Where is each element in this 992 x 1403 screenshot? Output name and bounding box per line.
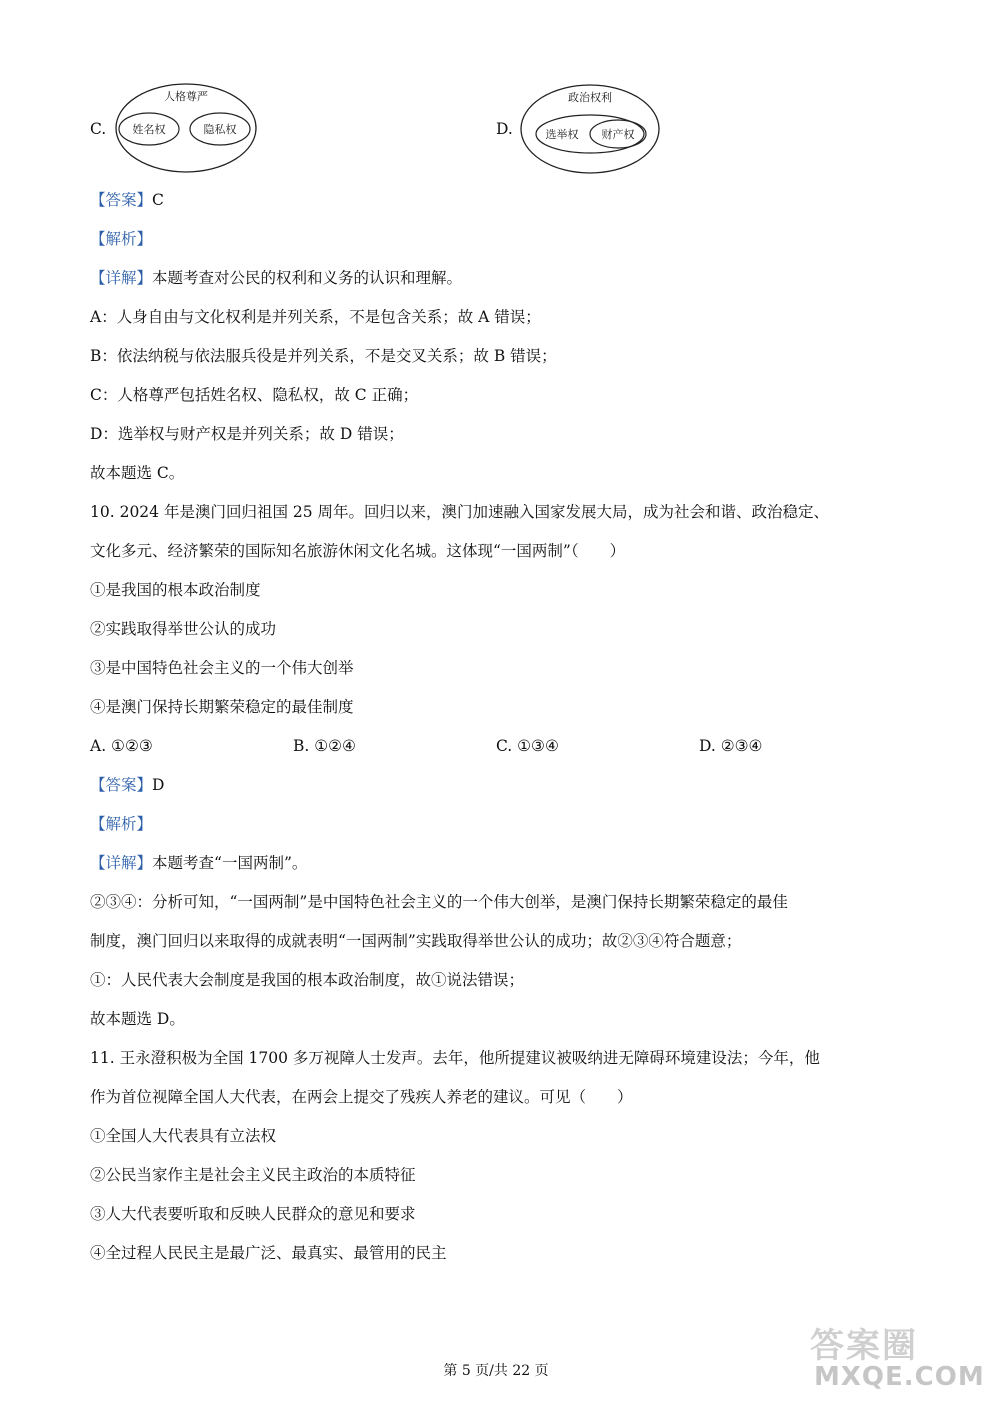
q10-stem-line: 10. 2024 年是澳门回归祖国 25 周年。回归以来，澳门加速融入国家发展大局，成为社会和谐、政治稳定、 [90,503,830,521]
detail-tag: 【详解】 [90,269,153,287]
q10-detail [90,853,307,873]
q10-answer [90,775,164,795]
analysis-tag: 【解析】 [90,815,153,833]
q9-explanation-line: B：依法纳税与依法服兵役是并列关系，不是交叉关系；故 B 错误； [90,347,557,365]
q10-conclusion: 故本题选 D。 [90,1010,185,1028]
q9-analysis-tag [90,229,152,249]
q10-item: ③是中国特色社会主义的一个伟大创举 [90,659,354,677]
q10-explanation-line: 制度，澳门回归以来取得的成就表明“一国两制”实践取得举世公认的成功；故②③④符合题意； [90,932,742,950]
watermark-logo-text: 答案圈 [810,1326,918,1366]
q10-explanation-line: ①：人民代表大会制度是我国的根本政治制度，故①说法错误； [90,971,525,989]
diagram-d-left-label: 选举权 [545,128,579,141]
diagram-d-right-label: 财产权 [601,128,635,141]
answer-tag: 【答案】 [90,776,153,794]
q10-analysis-tag [90,814,152,834]
answer-tag: 【答案】 [90,191,153,209]
q11-item: ④全过程人民民主是最广泛、最真实、最管用的民主 [90,1244,447,1262]
q10-stem-line: 文化多元、经济繁荣的国际知名旅游休闲文化名城。这体现“一国两制”（ ） [90,542,626,560]
q10-option-b: B. ①②④ [293,737,356,755]
site-watermark [810,1318,985,1398]
page-number: 第 5 页/共 22 页 [443,1363,549,1379]
q9-conclusion: 故本题选 C。 [90,464,185,482]
q10-item: ④是澳门保持长期繁荣稳定的最佳制度 [90,698,354,716]
q10-item: ①是我国的根本政治制度 [90,581,261,599]
option-c-label: C. [90,120,107,138]
option-d-label: D. [496,120,513,138]
venn-diagram-d [518,82,664,182]
q11-item: ①全国人大代表具有立法权 [90,1127,277,1145]
q11-stem-line: 作为首位视障全国人大代表，在两会上提交了残疾人养老的建议。可见（ ） [90,1088,633,1106]
detail-text: 本题考查对公民的权利和义务的认识和理解。 [152,269,463,287]
diagram-c-left-label: 姓名权 [132,123,166,136]
diagram-c-outer-label: 人格尊严 [164,90,208,103]
answer-value: C [152,191,164,209]
diagram-d-outer-label: 政治权利 [568,91,612,104]
detail-text: 本题考查“一国两制”。 [152,854,308,872]
q10-option-d: D. ②③④ [699,737,763,755]
q10-option-a: A. ①②③ [90,737,153,755]
q11-stem-line: 11. 王永澄积极为全国 1700 多万视障人士发声。去年，他所提建议被吸纳进无障碍环境建设法；今年，他 [90,1049,820,1067]
q9-explanation-line: A：人身自由与文化权利是并列关系，不是包含关系；故 A 错误； [90,308,541,326]
q11-item: ③人大代表要听取和反映人民群众的意见和要求 [90,1205,416,1223]
q10-option-c: C. ①③④ [496,737,559,755]
q10-item: ②实践取得举世公认的成功 [90,620,277,638]
q11-item: ②公民当家作主是社会主义民主政治的本质特征 [90,1166,416,1184]
analysis-tag: 【解析】 [90,230,153,248]
q9-detail [90,268,462,288]
q9-answer [90,190,164,210]
diagram-c-right-label: 隐私权 [203,123,237,136]
watermark-url: MXQE.COM [814,1362,985,1392]
answer-value: D [152,776,165,794]
q9-explanation-line: D：选举权与财产权是并列关系；故 D 错误； [90,425,404,443]
q9-explanation-line: C：人格尊严包括姓名权、隐私权，故 C 正确； [90,386,419,404]
detail-tag: 【详解】 [90,854,153,872]
q10-explanation-line: ②③④：分析可知，“一国两制”是中国特色社会主义的一个伟大创举，是澳门保持长期繁荣稳定的最佳 [90,893,788,911]
venn-diagram-c [112,80,260,180]
